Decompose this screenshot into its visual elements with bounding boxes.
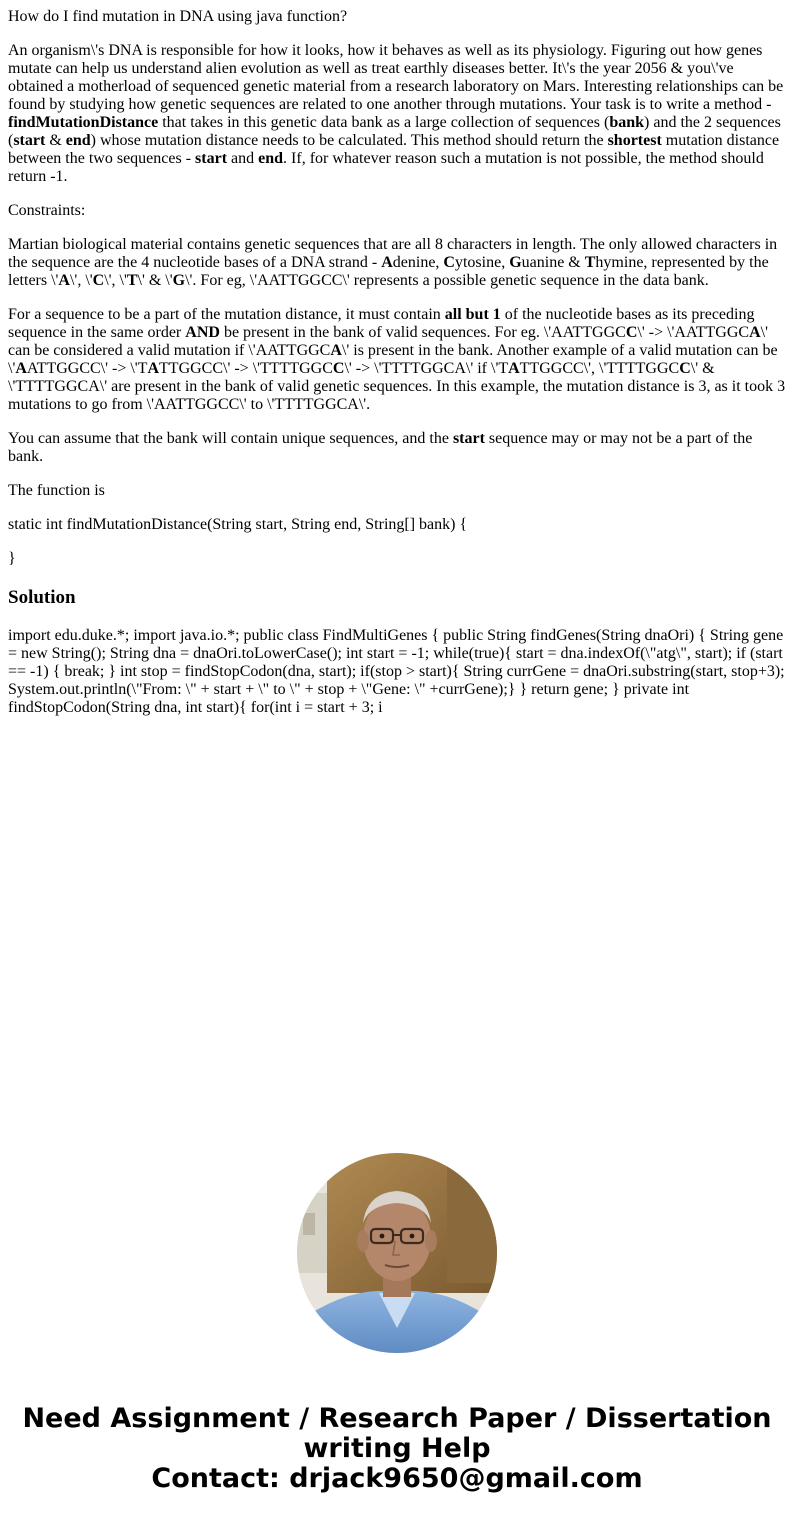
bold-run: T [126, 272, 138, 289]
bold-run: A [381, 254, 393, 271]
bold-run: C [679, 360, 691, 377]
function-intro: The function is [8, 482, 105, 499]
bold-run: all but 1 [444, 306, 501, 323]
bold-run: A [508, 360, 520, 377]
bold-run: end [258, 150, 284, 167]
bold-run: shortest [607, 132, 662, 149]
bold-run: A [58, 272, 70, 289]
solution-code: import edu.duke.*; import java.io.*; public class FindMultiGenes { public String findGenes(String dnaOri) { String gene = new String(); String dna = dnaOri.toLowerCase(); int start = -1; while(true){ start = dna.indexOf(\"atg\", start); if (start == -1) { break; } int stop = findStopCodon(dna, start); if(stop > start){ String currGene = dnaOri.substring(start, stop+3); System.out.println(\"From: \" + start + \" to \" + stop + \"Gene: \" +currGene);} } return gene; } private int findStopCodon(String dna, int start){ for(int i = start + 3; i [8, 627, 785, 716]
bold-run: C [443, 254, 455, 271]
question-title: How do I find mutation in DNA using java function? [8, 8, 348, 25]
intro-paragraph: An organism\'s DNA is responsible for how it looks, how it behaves as well as its physiology. Figuring out how genes mutate can help us understand alien evolution as well as treat earthly diseases better. It\'s the year 2056 & you\'ve obtained a motherload of sequenced genetic material from a research laboratory on Mars. Interesting relationships can be found by studying how genetic sequences are related to one another through mutations. Your task is to write a method - findMutationDistance that takes in this genetic data bank as a large collection of sequences (bank) and the 2 sequences (start & end) whose mutation distance needs to be calculated. This method should return the shortest mutation distance between the two sequences - start and end. If, for whatever reason such a mutation is not possible, the method should return -1. [8, 42, 784, 185]
bold-run: T [584, 254, 596, 271]
bold-run: A [330, 342, 342, 359]
promo-contact: Contact: drjack9650@gmail.com [151, 1463, 643, 1494]
solution-heading: Solution [8, 587, 76, 608]
closing-brace: } [8, 550, 16, 567]
bank-note-paragraph: You can assume that the bank will contain unique sequences, and the start sequence may or may not be a part of the bank. [8, 430, 753, 465]
bold-run: C [92, 272, 105, 289]
bold-run: C [625, 324, 638, 341]
bold-run: start [13, 132, 46, 149]
bold-run: findMutationDistance [8, 114, 159, 131]
bold-run: AND [185, 324, 220, 341]
question-content [8, 0, 786, 717]
constraints-heading: Constraints: [8, 202, 86, 219]
function-signature: static int findMutationDistance(String start, String end, String[] bank) { [8, 516, 468, 533]
bold-run: start [452, 430, 485, 447]
constraints-paragraph: Martian biological material contains genetic sequences that are all 8 characters in length. The only allowed characters in the sequence are the 4 nucleotide bases of a DNA strand - Adenine, Cytosine, Guanine & Thymine, represented by the letters \'A\', \'C\', \'T\' & \'G\'. For eg, \'AATTGGCC\' represents a possible genetic sequence in the data bank. [8, 236, 778, 289]
bold-run: A [749, 324, 761, 341]
promo-line-1: Need Assignment / Research Paper / Dissertation [22, 1403, 772, 1434]
bold-run: G [509, 254, 522, 271]
promo-line-2: writing Help [303, 1433, 491, 1464]
bold-run: A [15, 360, 27, 377]
promo-banner [0, 1404, 794, 1494]
bold-run: C [332, 360, 345, 377]
bold-run: bank [609, 114, 645, 131]
bold-run: A [147, 360, 160, 377]
bold-run: end [65, 132, 91, 149]
mutation-rule-paragraph: For a sequence to be a part of the mutation distance, it must contain all but 1 of the nucleotide bases as its preceding sequence in the same order AND be present in the bank of valid sequences. For eg. \'AATTGGCC\' -> \'AATTGGCA\' can be considered a valid mutation if \'AATTGGCA\' is present in the bank. Another example of a valid mutation can be \'AATTGGCC\' -> \'TATTGGCC\' -> \'TTTTGGCC\' -> \'TTTTGGCA\' if \'TATTGGCC\', \'TTTTGGCC\' & \'TTTTGGCA\' are present in the bank of valid genetic sequences. In this example, the mutation distance is 3, as it took 3 mutations to go from \'AATTGGCC\' to \'TTTTGGCA\'. [8, 306, 786, 413]
author-photo [297, 1153, 497, 1353]
bold-run: G [172, 272, 186, 289]
bold-run: start [195, 150, 228, 167]
